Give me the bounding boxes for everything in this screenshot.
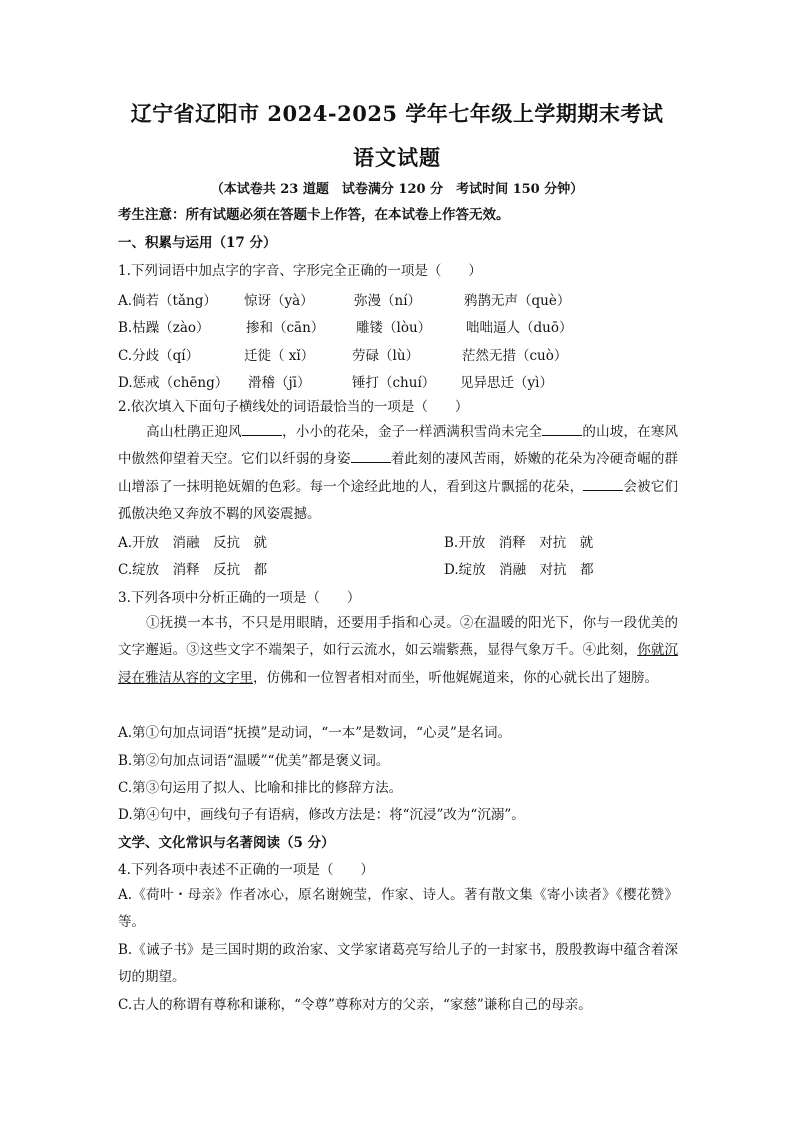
question-4-option-c: C.古人的称谓有尊称和谦称，“令尊”尊称对方的父亲，“家慈”谦称自己的母亲。 xyxy=(118,997,592,1013)
question-2-option-c: C.绽放 消释 反抗 都 xyxy=(118,562,268,578)
fill-blank xyxy=(583,476,623,491)
option-word: C.分歧（qí） xyxy=(118,348,200,364)
question-3-option-c: C.第③句运用了拟人、比喻和排比的修辞方法。 xyxy=(118,780,403,796)
option-word: 雕镂（lòu） xyxy=(356,320,432,336)
exam-notice: 考生注意：所有试题必须在答题卡上作答，在本试卷上作答无效。 xyxy=(118,207,510,223)
option-word: 弥漫（ní） xyxy=(354,293,422,309)
option-word: 鸦鹊无声（què） xyxy=(464,293,571,309)
section-heading: 一、积累与运用（17 分） xyxy=(118,235,277,251)
underlined-sentence: 你就沉浸在雅洁从容的文字里 xyxy=(118,642,679,686)
subsection-heading: 文学、文化常识与名著阅读（5 分） xyxy=(118,835,335,851)
question-3-option-d: D.第④句中，画线句子有语病，修改方法是：将“沉浸”改为“沉溺”。 xyxy=(118,807,525,823)
question-1-stem: 1.下列词语中加点字的字音、字形完全正确的一项是（ ） xyxy=(118,263,482,279)
option-word: 咄咄逼人（duō） xyxy=(466,320,573,336)
option-word: 惊讶（yà） xyxy=(244,293,314,309)
option-word: 滑稽（jī） xyxy=(248,375,311,391)
question-2-option-a: A.开放 消融 反抗 就 xyxy=(118,535,268,551)
option-word: 迁徙（ xǐ） xyxy=(244,348,315,364)
option-word: 掺和（cān） xyxy=(246,320,325,336)
option-word: 茫然无措（cuò） xyxy=(462,348,568,364)
exam-title: 辽宁省辽阳市 2024-2025 学年七年级上学期期末考试 xyxy=(130,101,664,126)
question-3-stem: 3.下列各项中分析正确的一项是（ ） xyxy=(118,590,361,606)
option-word: 见异思迁（yì） xyxy=(460,375,553,391)
question-4-stem: 4.下列各项中表述不正确的一项是（ ） xyxy=(118,862,374,878)
option-word: B.枯躁（zào） xyxy=(118,320,210,336)
question-2-option-d: D.绽放 消融 对抗 都 xyxy=(444,562,594,578)
fill-blank xyxy=(242,421,282,436)
fill-blank xyxy=(542,421,582,436)
question-3-option-b: B.第②句加点词语“温暖”“优美”都是褒义词。 xyxy=(118,753,390,769)
question-2-stem: 2.依次填入下面句子横线处的词语最恰当的一项是（ ） xyxy=(118,399,469,415)
subject-title: 语文试题 xyxy=(353,145,441,170)
option-word: 锤打（chuí） xyxy=(352,375,436,391)
option-word: A.倘若（tǎng） xyxy=(118,293,217,309)
fill-blank xyxy=(351,448,391,463)
exam-info: （本试卷共 23 道题 试卷满分 120 分 考试时间 150 分钟） xyxy=(210,182,584,197)
question-4-option-a: A.《荷叶・母亲》作者冰心，原名谢婉莹，作家、诗人。著有散文集《寄小读者》《樱花赞》等。 xyxy=(118,887,678,931)
question-4-option-b: B.《诫子书》是三国时期的政治家、文学家诸葛亮写给儿子的一封家书，殷殷教诲中蕴含着深切的期望。 xyxy=(118,942,678,986)
option-word: 劳碌（lù） xyxy=(352,348,420,364)
option-word: D.惩戒（chēng） xyxy=(118,375,229,391)
question-3-option-a: A.第①句加点词语“抚摸”是动词，“一本”是数词，“心灵”是名词。 xyxy=(118,725,511,741)
question-2-passage: 高山杜鹃正迎风 ，小小的花朵，金子一样洒满积雪尚未完全 的山坡，在寒风中傲然仰望着天空。它们以纤弱的身姿 着此刻的凄风苦雨，娇嫩的花朵为冷硬奇崛的群山增添了一抹明艳妩媚的色彩。每一个途经此地的人，看到这片飘摇的花朵， 会被它们孤傲决绝又奔放不羁的风姿震撼。 xyxy=(118,419,678,528)
question-3-passage: ①抚摸一本书，不只是用眼睛，还要用手指和心灵。②在温暖的阳光下，你与一段优美的文字邂逅。③这些文字不端架子，如行云流水，如云端紫燕，显得气象万千。④此刻，你就沉浸在雅洁从容的文字里，仿佛和一位智者相对而坐，听他娓娓道来，你的心就长出了翅膀。 xyxy=(118,615,679,686)
question-2-option-b: B.开放 消释 对抗 就 xyxy=(444,535,594,551)
